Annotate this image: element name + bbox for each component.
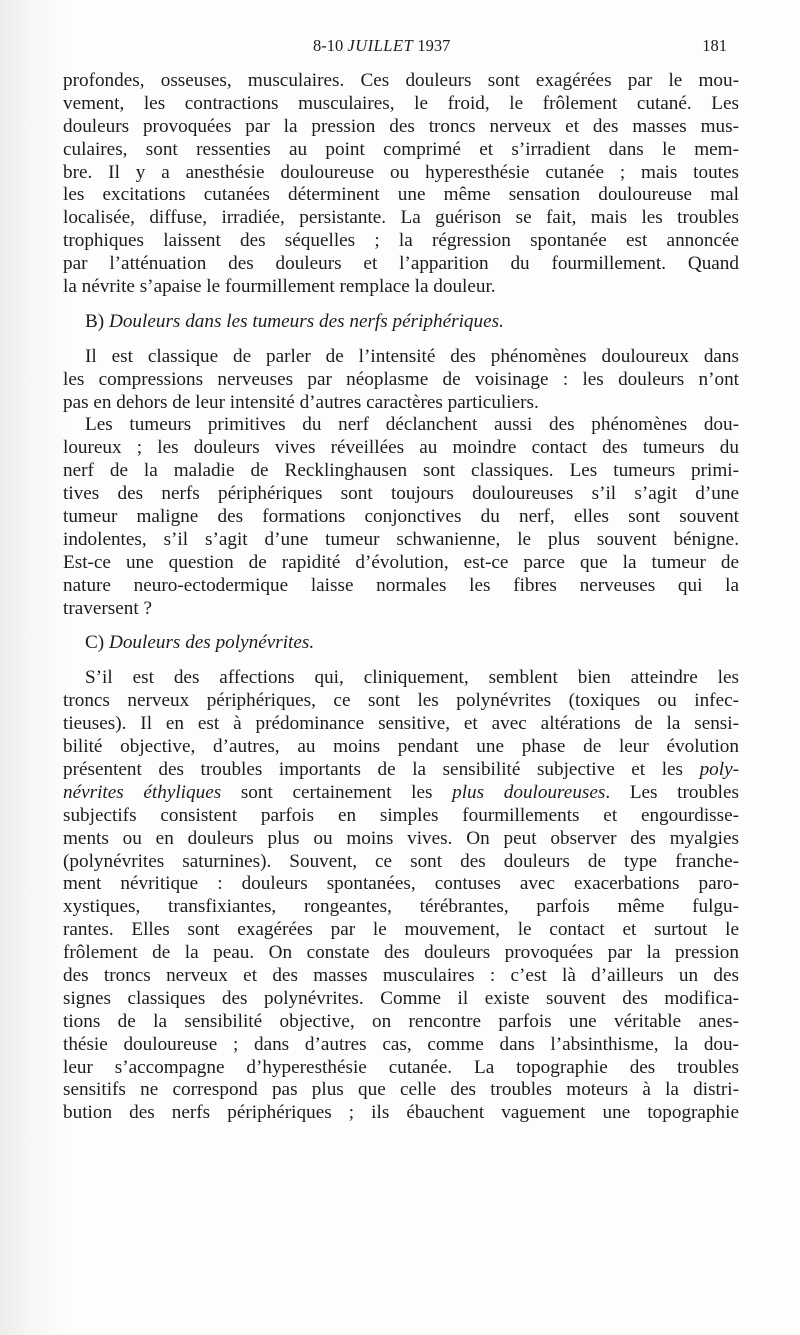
text-line: traversent ? xyxy=(63,597,152,619)
text-line: ments ou en douleurs plus ou moins vives. On peut observer des myalgies xyxy=(63,827,739,849)
text-line: indolentes, s’il s’agit d’une tumeur schwanienne, le plus souvent bénigne. xyxy=(63,528,739,550)
text-line: rantes. Elles sont exagérées par le mouvement, le contact et surtout le xyxy=(63,919,739,941)
text-line: douleurs provoquées par la pression des troncs nerveux et des masses mus- xyxy=(63,115,739,137)
text-line: troncs nerveux périphériques, ce sont les polynévrites (toxiques ou infec- xyxy=(63,690,739,712)
text-line: culaires, sont ressenties au point comprimé et s’irradient dans le mem- xyxy=(63,138,739,160)
paragraph-3 xyxy=(63,414,739,620)
paragraph-1 xyxy=(63,70,739,299)
section-label: B) xyxy=(85,310,109,332)
text-line: pas en dehors de leur intensité d’autres caractères particuliers. xyxy=(63,391,539,413)
text-line: subjectifs consistent parfois en simples fourmillements et engourdisse- xyxy=(63,804,739,826)
text-line: S’il est des affections qui, cliniquement, semblent bien atteindre les xyxy=(85,667,739,689)
date-year: 1937 xyxy=(413,36,451,55)
text-line: bilité objective, d’autres, au moins pendant une phase de leur évolution xyxy=(63,736,739,758)
section-title: Douleurs dans les tumeurs des nerfs périphériques. xyxy=(108,310,504,332)
italic-run: plus douloureuses xyxy=(452,781,606,803)
text-line: localisée, diffuse, irradiée, persistante. La guérison se fait, mais les troubles xyxy=(63,207,739,229)
text-line: loureux ; les douleurs vives réveillées au moindre contact des tumeurs du xyxy=(63,437,739,459)
section-heading-c xyxy=(63,632,739,655)
section-title: Douleurs des polynévrites. xyxy=(108,632,315,654)
running-head xyxy=(63,36,739,58)
italic-run: névrites éthyliques xyxy=(63,781,222,803)
text-line: thésie douloureuse ; dans d’autres cas, comme dans l’absinthisme, la dou- xyxy=(63,1033,739,1055)
text-line: tions de la sensibilité objective, on rencontre parfois une véritable anes- xyxy=(63,1010,739,1032)
text-line: leur s’accompagne d’hyperesthésie cutanée. La topographie des troubles xyxy=(63,1056,739,1078)
text-line: ment névritique : douleurs spontanées, contuses avec exacerbations paro- xyxy=(63,873,739,895)
text-line: tives des nerfs périphériques sont toujours douloureuses s’il s’agit d’une xyxy=(63,483,739,505)
text-line: trophiques laissent des séquelles ; la régression spontanée est annoncée xyxy=(63,230,739,252)
text-line: nature neuro-ectodermique laisse normales les fibres nerveuses qui la xyxy=(63,574,739,596)
text-line: les compressions nerveuses par néoplasme de voisinage : les douleurs n’ont xyxy=(63,368,739,390)
italic-run: poly- xyxy=(699,758,739,780)
page-number: 181 xyxy=(702,36,727,55)
text-line: tieuses). Il en est à prédominance sensitive, et avec altérations de la sensi- xyxy=(63,713,739,735)
text-line xyxy=(63,759,739,782)
text-run: . Les troubles xyxy=(605,781,739,803)
text-line: bre. Il y a anesthésie douloureuse ou hyperesthésie cutanée ; mais toutes xyxy=(63,161,739,183)
text-line: (polynévrites saturnines). Souvent, ce sont des douleurs de type franche- xyxy=(63,850,739,872)
text-line: tumeur maligne des formations conjonctives du nerf, elles sont souvent xyxy=(63,506,739,528)
text-run: sont certainement les xyxy=(221,781,453,803)
text-line: signes classiques des polynévrites. Comme il existe souvent des modifica- xyxy=(63,987,739,1009)
text-run: présentent des troubles importants de la sensibilité subjective et les xyxy=(63,758,700,780)
text-line: la névrite s’apaise le fourmillement remplace la douleur. xyxy=(63,276,496,298)
text-line: vement, les contractions musculaires, le froid, le frôlement cutané. Les xyxy=(63,92,739,114)
text-line: Les tumeurs primitives du nerf déclanchent aussi des phénomènes dou- xyxy=(85,414,739,436)
text-line: les excitations cutanées déterminent une même sensation douloureuse mal xyxy=(63,184,739,206)
text-line: par l’atténuation des douleurs et l’apparition du fourmillement. Quand xyxy=(63,253,739,275)
date-days: 8-10 xyxy=(313,36,348,55)
date-month: JUILLET xyxy=(347,36,414,55)
text-line: nerf de la maladie de Recklinghausen sont classiques. Les tumeurs primi- xyxy=(63,460,739,482)
text-line xyxy=(63,782,739,805)
text-line: xystiques, transfixiantes, rongeantes, térébrantes, parfois même fulgu- xyxy=(63,896,739,918)
paragraph-2 xyxy=(63,346,739,415)
text-line: profondes, osseuses, musculaires. Ces douleurs sont exagérées par le mou- xyxy=(63,70,739,91)
text-line: frôlement de la peau. On constate des douleurs provoquées par la pression xyxy=(63,942,739,964)
book-page xyxy=(63,36,739,1125)
text-line: Est-ce une question de rapidité d’évolution, est-ce parce que la tumeur de xyxy=(63,551,739,573)
text-line: des troncs nerveux et des masses musculaires : c’est là d’ailleurs un des xyxy=(63,964,739,986)
text-line: bution des nerfs périphériques ; ils ébauchent vaguement une topographie xyxy=(63,1102,739,1124)
text-line: Il est classique de parler de l’intensité des phénomènes douloureux dans xyxy=(85,345,739,367)
section-label: C) xyxy=(85,632,109,654)
section-heading-b xyxy=(63,311,739,334)
body-text xyxy=(63,70,739,1125)
text-line: sensitifs ne correspond pas plus que celle des troubles moteurs à la distri- xyxy=(63,1079,739,1101)
running-head-date xyxy=(313,36,450,56)
paragraph-4 xyxy=(63,667,739,1125)
